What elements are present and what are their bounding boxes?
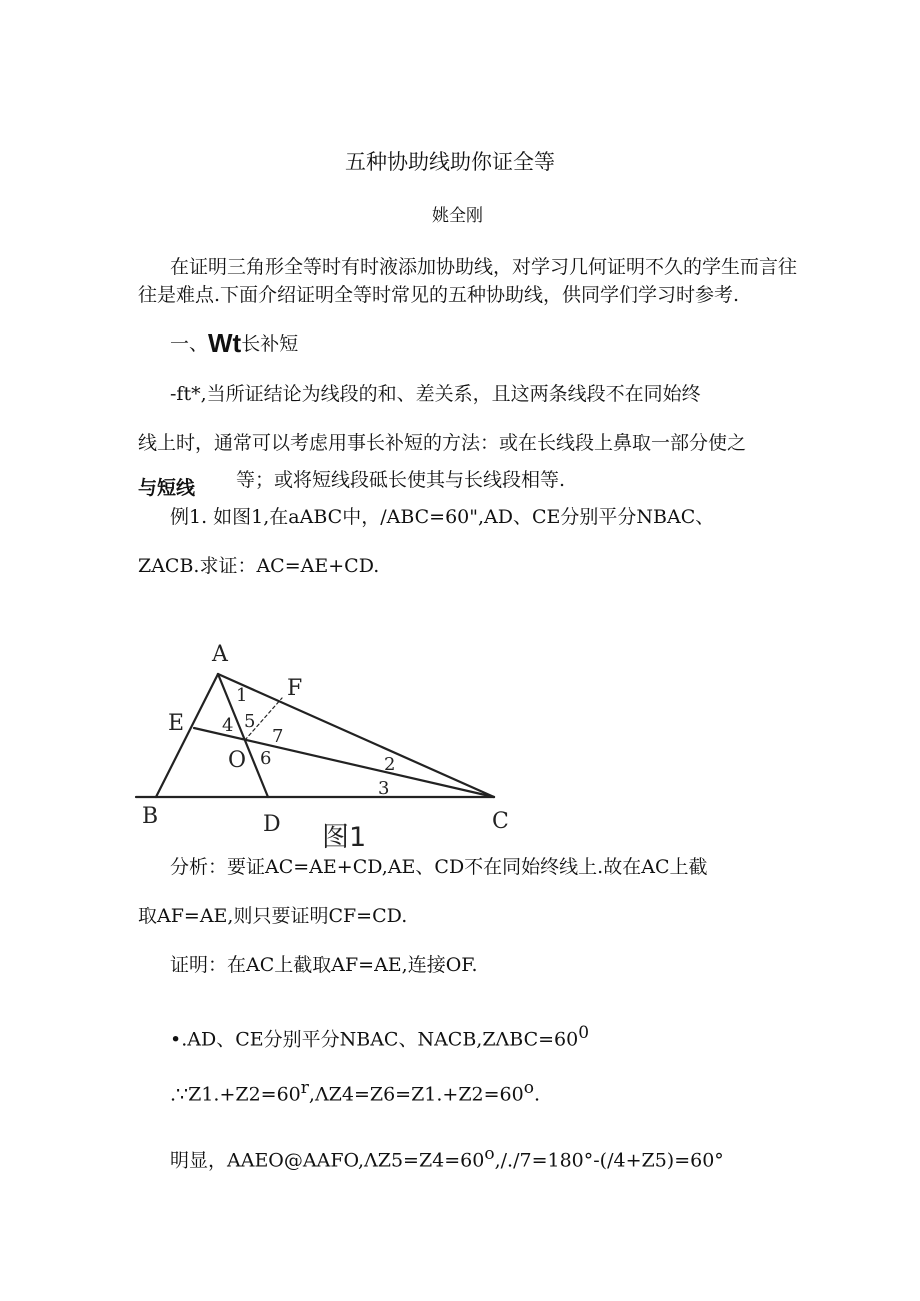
angle-3: 3 [378, 778, 390, 799]
label-B: B [142, 804, 159, 829]
proof-line-3-degree-b: o [523, 1078, 534, 1098]
label-C: C [492, 809, 509, 834]
label-F: F [287, 676, 303, 701]
example-line-2: ZACB.求证：AC=AE+CD. [138, 555, 380, 577]
geometry-figure [132, 632, 522, 862]
label-O: O [228, 748, 247, 773]
proof-line-4 [170, 1142, 724, 1172]
para-line-1: -ft*,当所证结论为线段的和、差关系，且这两条线段不在同始终 [170, 383, 701, 405]
proof-line-3-part-b: ,ΛZ4=Z6=Z1.+Z2=60 [308, 1083, 524, 1106]
proof-line-4-part-b: ,/./7=180°-(/4+Z5)=60° [494, 1149, 724, 1172]
label-E: E [168, 711, 185, 736]
intro-line-2: 往是难点.下面介绍证明全等时常见的五种协助线，供同学们学习时参考. [138, 284, 740, 306]
proof-line-3 [170, 1076, 540, 1106]
proof-line-3-degree-a: r [300, 1078, 309, 1098]
label-D: D [263, 812, 281, 837]
angle-1: 1 [236, 685, 248, 706]
label-A: A [212, 642, 228, 667]
proof-line-4-degree: o [484, 1144, 495, 1164]
example-line-1: 例1. 如图1,在aABC中，/ABC=60",AD、CE分别平分NBAC、 [170, 506, 715, 528]
figure-caption: 图1 [322, 822, 367, 853]
angle-2: 2 [384, 754, 396, 775]
segment-AB [156, 674, 218, 797]
page-title: 五种协助线助你证全等 [345, 150, 555, 174]
section-heading [170, 328, 299, 358]
para-line-3-right: 等；或将短线段砥长使其与长线段相等. [236, 469, 566, 491]
proof-line-3-part-c: . [533, 1083, 541, 1106]
angle-7: 7 [272, 726, 284, 747]
proof-line-3-part-a: .∵Z1.+Z2=60 [170, 1083, 301, 1106]
section-keyword: Wt [208, 328, 242, 358]
analysis-line-2: 取AF=AE,则只要证明CF=CD. [138, 905, 408, 927]
para-line-3-left: 与短线 [138, 477, 196, 499]
proof-line-1: 证明：在AC上截取AF=AE,连接OF. [170, 954, 478, 976]
section-number: 一、 [170, 333, 209, 355]
proof-line-2-text: •.AD、CE分别平分NBAC、NACB,ZΛBC=60 [170, 1028, 579, 1051]
author: 姚全刚 [432, 206, 483, 226]
proof-line-4-part-a: 明显，AAEO@AAFO,ΛZ5=Z4=60 [170, 1149, 485, 1172]
intro-line-1: 在证明三角形全等时有时液添加协助线，对学习几何证明不久的学生而言往 [170, 256, 798, 278]
angle-5: 5 [244, 711, 256, 732]
angle-4: 4 [222, 715, 234, 736]
proof-line-2 [170, 1021, 589, 1051]
proof-line-2-degree: 0 [578, 1023, 590, 1043]
para-line-2: 线上时，通常可以考虑用事长补短的方法：或在长线段上鼻取一部分使之 [138, 432, 747, 454]
section-title-rest: 长补短 [241, 333, 299, 355]
analysis-line-1: 分析：要证AC=AE+CD,AE、CD不在同始终线上.故在AC上截 [170, 856, 708, 878]
angle-6: 6 [260, 748, 272, 769]
